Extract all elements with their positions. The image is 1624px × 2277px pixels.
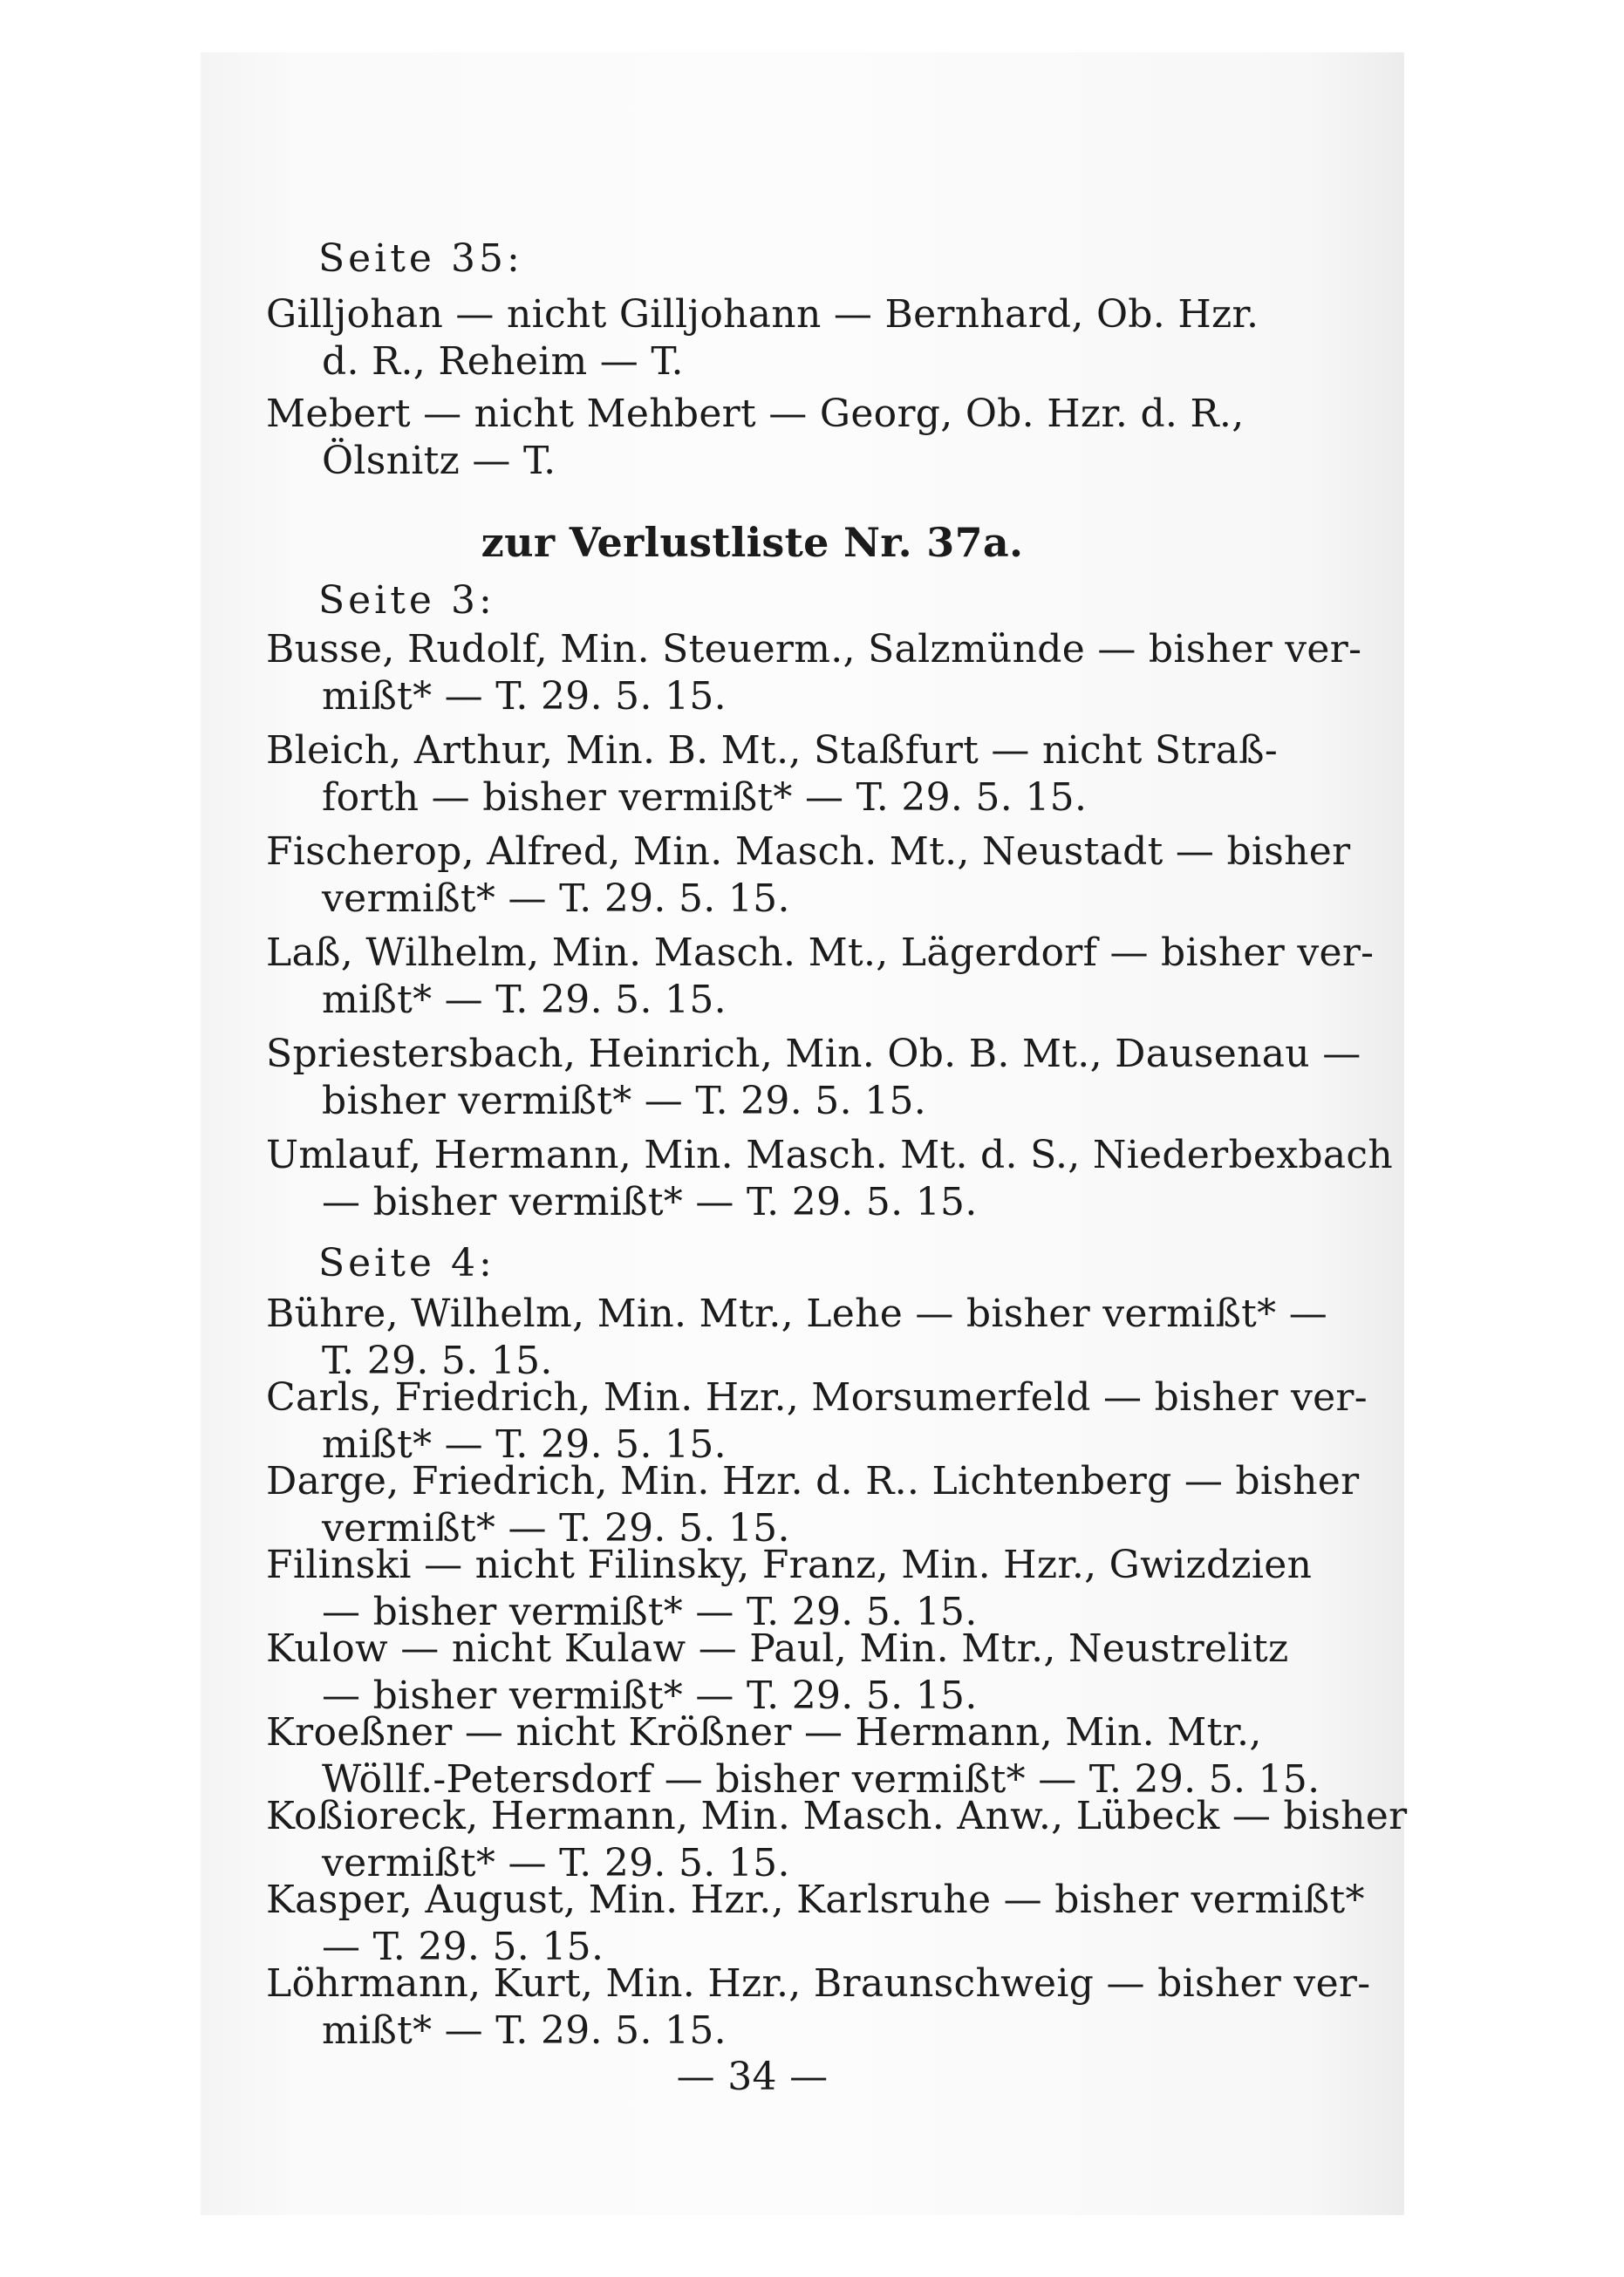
- entry-line: Koßioreck, Hermann, Min. Masch. Anw., Lübeck — bisher: [266, 1794, 1408, 1838]
- entry-line: T. 29. 5. 15.: [322, 1339, 553, 1383]
- entry-line: forth — bisher vermißt* — T. 29. 5. 15.: [322, 775, 1088, 820]
- list-entry: [266, 1793, 1408, 1887]
- entry-line: Spriestersbach, Heinrich, Min. Ob. B. Mt., Dausenau —: [266, 1032, 1361, 1076]
- entry-line: mißt* — T. 29. 5. 15.: [322, 2008, 727, 2053]
- page-reference-heading-3: Seite 3:: [318, 578, 495, 623]
- list-entry: [266, 1031, 1361, 1125]
- entry-line: bisher vermißt* — T. 29. 5. 15.: [322, 1079, 927, 1123]
- entry-line: Filinski — nicht Filinsky, Franz, Min. Hzr., Gwizdzien: [266, 1543, 1313, 1587]
- section-title: zur Verlustliste Nr. 37a.: [481, 519, 1024, 566]
- list-entry: [266, 291, 1259, 385]
- entry-line: Bühre, Wilhelm, Min. Mtr., Lehe — bisher vermißt* —: [266, 1292, 1328, 1336]
- entry-line: Mebert — nicht Mehbert — Georg, Ob. Hzr. d. R.,: [266, 392, 1245, 436]
- entry-line: Kasper, August, Min. Hzr., Karlsruhe — bisher vermißt*: [266, 1878, 1365, 1922]
- page-number: — 34 —: [676, 2055, 829, 2099]
- list-entry: [266, 1626, 1289, 1720]
- list-entry: [266, 626, 1362, 720]
- list-entry: [266, 391, 1245, 485]
- entry-line: Fischerop, Alfred, Min. Masch. Mt., Neustadt — bisher: [266, 829, 1351, 874]
- entry-line: Ölsnitz — T.: [322, 439, 556, 483]
- entry-line: Löhrmann, Kurt, Min. Hzr., Braunschweig — bisher ver-: [266, 1961, 1371, 2006]
- entry-line: Darge, Friedrich, Min. Hzr. d. R.. Lichtenberg — bisher: [266, 1459, 1360, 1503]
- entry-line: Umlauf, Hermann, Min. Masch. Mt. d. S., Niederbexbach: [266, 1133, 1393, 1177]
- entry-line: d. R., Reheim — T.: [322, 339, 684, 384]
- entry-line: Laß, Wilhelm, Min. Masch. Mt., Lägerdorf — bisher ver-: [266, 931, 1375, 975]
- list-entry: [266, 828, 1351, 923]
- list-entry: [266, 1542, 1313, 1636]
- list-entry: [266, 930, 1375, 1024]
- entry-line: vermißt* — T. 29. 5. 15.: [322, 1841, 790, 1885]
- entry-line: — bisher vermißt* — T. 29. 5. 15.: [322, 1590, 978, 1634]
- entry-line: Kulow — nicht Kulaw — Paul, Min. Mtr., Neustrelitz: [266, 1626, 1289, 1671]
- list-entry: [266, 1709, 1320, 1803]
- entry-line: Kroeßner — nicht Krößner — Hermann, Min. Mtr.,: [266, 1710, 1262, 1755]
- page-reference-heading-35: Seite 35:: [318, 236, 523, 281]
- entry-line: mißt* — T. 29. 5. 15.: [322, 674, 727, 719]
- list-entry: [266, 1877, 1365, 1971]
- list-entry: [266, 727, 1279, 821]
- entry-line: — bisher vermißt* — T. 29. 5. 15.: [322, 1180, 978, 1224]
- list-entry: [266, 1458, 1360, 1552]
- entry-line: Gilljohan — nicht Gilljohann — Bernhard, Ob. Hzr.: [266, 292, 1259, 337]
- entry-line: mißt* — T. 29. 5. 15.: [322, 978, 727, 1022]
- list-entry: [266, 1960, 1371, 2055]
- list-entry: [266, 1291, 1328, 1385]
- entry-line: vermißt* — T. 29. 5. 15.: [322, 1506, 790, 1551]
- entry-line: Busse, Rudolf, Min. Steuerm., Salzmünde — bisher ver-: [266, 627, 1362, 672]
- entry-line: Carls, Friedrich, Min. Hzr., Morsumerfeld — bisher ver-: [266, 1375, 1368, 1420]
- list-entry: [266, 1132, 1393, 1226]
- list-entry: [266, 1374, 1368, 1469]
- entry-line: Wöllf.-Petersdorf — bisher vermißt* — T. 29. 5. 15.: [322, 1757, 1320, 1802]
- entry-line: mißt* — T. 29. 5. 15.: [322, 1422, 727, 1467]
- entry-line: — T. 29. 5. 15.: [322, 1925, 604, 1969]
- page-reference-heading-4: Seite 4:: [318, 1241, 495, 1285]
- entry-line: Bleich, Arthur, Min. B. Mt., Staßfurt — nicht Straß-: [266, 728, 1279, 773]
- entry-line: — bisher vermißt* — T. 29. 5. 15.: [322, 1674, 978, 1718]
- entry-line: vermißt* — T. 29. 5. 15.: [322, 876, 790, 921]
